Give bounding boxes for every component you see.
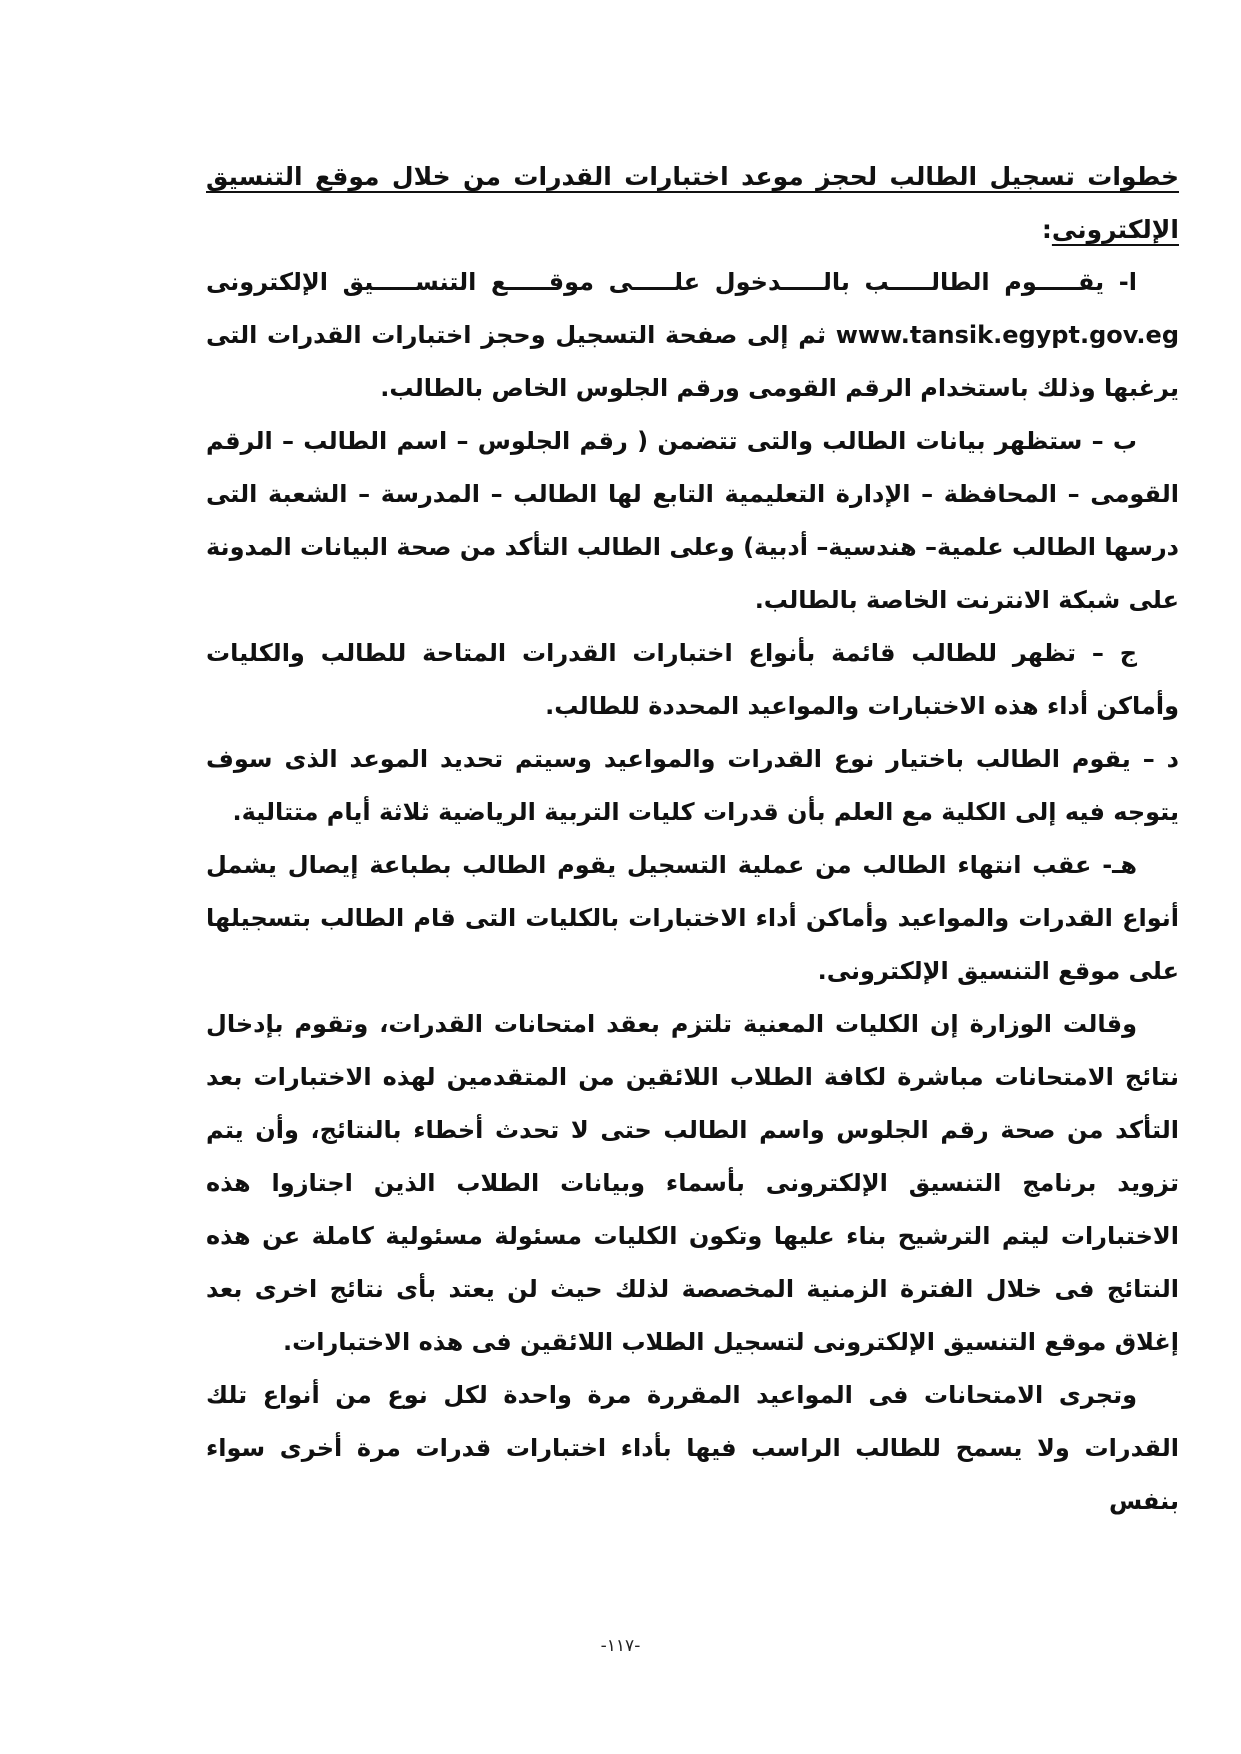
page-number: -١١٧- — [600, 1636, 641, 1656]
paragraph-step-e: هـ- عقب انتهاء الطالب من عملية التسجيل يقوم الطالب بطباعة إيصال يشمل أنواع القدرات والمواعيد وأماكن أداء الاختبارات بالكليات التى قام الطالب بتسجيلها على موقع التنسيق الإلكترونى. — [206, 851, 1179, 985]
document-body — [206, 150, 1179, 1528]
document-title-text: خطوات تسجيل الطالب لحجز موعد اختبارات القدرات من خلال موقع التنسيق الإلكترونى — [206, 162, 1179, 244]
document-title — [206, 150, 1179, 256]
paragraph-step-d: د – يقوم الطالب باختيار نوع القدرات والمواعيد وسيتم تحديد الموعد الذى سوف يتوجه فيه إلى الكلية مع العلم بأن قدرات كليات التربية الرياضية ثلاثة أيام متتالية. — [206, 745, 1179, 826]
document-title-colon: : — [1041, 215, 1052, 244]
paragraph-step-a: ا- يقـــــوم الطالـــــب بالـــــدخول علـــــى موقـــــع التنســـــيق الإلكترونى www.tansik.egypt.gov.eg ثم إلى صفحة التسجيل وحجز اختبارات القدرات التى يرغبها وذلك باستخدام الرقم القومى ورقم الجلوس الخاص بالطالب. — [206, 268, 1179, 402]
paragraph-ministry-statement: وقالت الوزارة إن الكليات المعنية تلتزم بعقد امتحانات القدرات، وتقوم بإدخال نتائج الامتحانات مباشرة لكافة الطلاب اللائقين من المتقدمين لهذه الاختبارات بعد التأكد من صحة رقم الجلوس واسم الطالب حتى لا تحدث أخطاء بالنتائج، وأن يتم تزويد برنامج التنسيق الإلكترونى بأسماء وبيانات الطلاب الذين اجتازوا هذه الاختبارات ليتم الترشيح بناء عليها وتكون الكليات مسئولة مسئولية كاملة عن هذه النتائج فى خلال الفترة الزمنية المخصصة لذلك حيث لن يعتد بأى نتائج اخرى بعد إغلاق موقع التنسيق الإلكترونى لتسجيل الطلاب اللائقين فى هذه الاختبارات. — [206, 1010, 1179, 1356]
paragraph-exam-schedule: وتجرى الامتحانات فى المواعيد المقررة مرة واحدة لكل نوع من أنواع تلك القدرات ولا يسمح للطالب الراسب فيها بأداء اختبارات قدرات مرة أخرى سواء بنفس — [206, 1381, 1179, 1515]
paragraph-step-b: ب – ستظهر بيانات الطالب والتى تتضمن ( رقم الجلوس – اسم الطالب – الرقم القومى – المحافظة – الإدارة التعليمية التابع لها الطالب – المدرسة – الشعبة التى درسها الطالب علمية– هندسية– أدبية) وعلى الطالب التأكد من صحة البيانات المدونة على شبكة الانترنت الخاصة بالطالب. — [206, 427, 1179, 614]
paragraph-step-c: ج – تظهر للطالب قائمة بأنواع اختبارات القدرات المتاحة للطالب والكليات وأماكن أداء هذه الاختبارات والمواعيد المحددة للطالب. — [206, 639, 1179, 720]
